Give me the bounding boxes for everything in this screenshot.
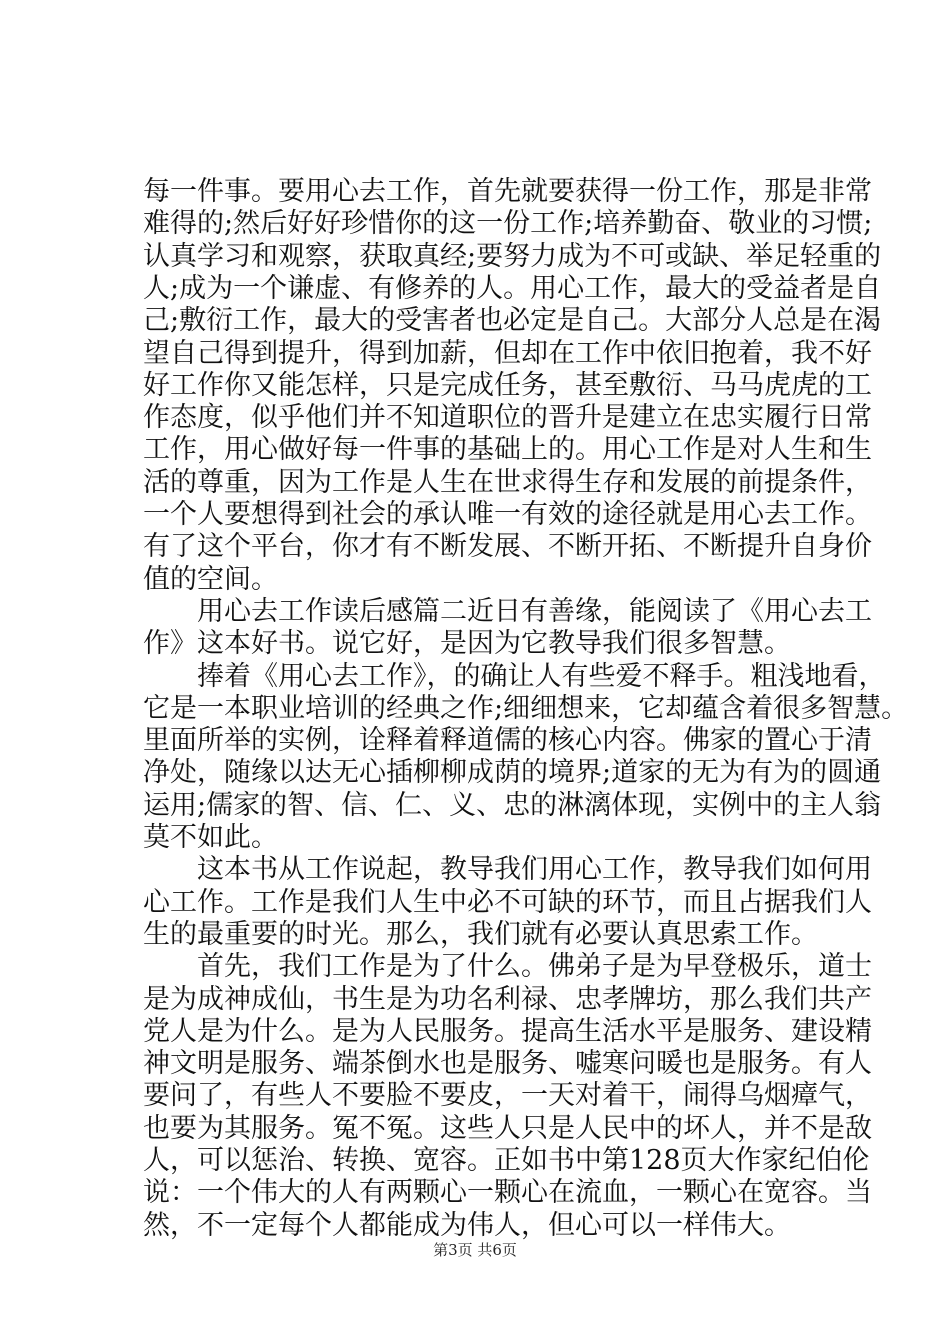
text-line: 人;成为一个谦虚、有修养的人。用心工作，最大的受益者是自 <box>143 272 882 304</box>
text-line: 一个人要想得到社会的承认唯一有效的途径就是用心去工作。 <box>143 499 872 530</box>
text-line: 首先，我们工作是为了什么。佛弟子是为早登极乐，道士 <box>143 951 872 983</box>
text-line: 也要为其服务。冤不冤。这些人只是人民中的坏人，并不是敌 <box>143 1112 872 1144</box>
text-line: 作》这本好书。说它好，是因为它教导我们很多智慧。 <box>143 628 791 660</box>
text-line: 望自己得到提升，得到加薪，但却在工作中依旧抱着，我不好 <box>143 337 872 369</box>
text-line: 要问了，有些人不要脸不要皮，一天对着干，闹得乌烟瘴气， <box>143 1080 872 1112</box>
text-line: 莫不如此。 <box>143 822 278 853</box>
text-line: 净处，随缘以达无心插柳柳成荫的境界;道家的无为有为的圆通 <box>143 757 882 789</box>
text-line: 说：一个伟大的人有两颗心一颗心在流血，一颗心在宽容。当 <box>143 1177 872 1209</box>
text-line: 捧着《用心去工作》，的确让人有些爱不释手。粗浅地看， <box>143 660 886 692</box>
text-line: 每一件事。要用心去工作，首先就要获得一份工作，那是非常 <box>143 176 872 207</box>
text-line: 作态度，似乎他们并不知道职位的晋升是建立在忠实履行日常 <box>143 402 872 434</box>
text-line: 值的空间。 <box>143 563 278 595</box>
text-line: 里面所举的实例，诠释着释道儒的核心内容。佛家的置心于清 <box>143 725 872 757</box>
page-number-footer: 第3页 共6页 <box>433 1241 517 1259</box>
text-line: 心工作。工作是我们人生中必不可缺的环节，而且占据我们人 <box>143 886 872 918</box>
text-line: 运用;儒家的智、信、仁、义、忠的淋漓体现，实例中的主人翁 <box>143 789 882 821</box>
text-line: 有了这个平台，你才有不断发展、不断开拓、不断提升自身价 <box>143 531 872 563</box>
text-line: 神文明是服务、端茶倒水也是服务、嘘寒问暖也是服务。有人 <box>143 1048 872 1080</box>
text-line: 这本书从工作说起，教导我们用心工作，教导我们如何用 <box>143 854 872 886</box>
text-line: 认真学习和观察，获取真经;要努力成为不可或缺、举足轻重的 <box>143 240 882 272</box>
text-line: 然，不一定每个人都能成为伟人，但心可以一样伟大。 <box>143 1209 791 1241</box>
text-line: 工作，用心做好每一件事的基础上的。用心工作是对人生和生 <box>143 434 872 466</box>
text-line: 己;敷衍工作，最大的受害者也必定是自己。大部分人总是在渴 <box>143 305 882 337</box>
text-line: 是为成神成仙，书生是为功名利禄、忠孝牌坊，那么我们共产 <box>143 983 872 1015</box>
text-line: 人，可以惩治、转换、宽容。正如书中第128页大作家纪伯伦 <box>143 1145 870 1176</box>
text-line: 它是一本职业培训的经典之作;细细想来，它却蕴含着很多智慧。 <box>143 692 909 724</box>
text-line: 难得的;然后好好珍惜你的这一份工作;培养勤奋、敬业的习惯; <box>143 208 873 240</box>
text-line: 用心去工作读后感篇二近日有善缘，能阅读了《用心去工 <box>143 595 872 627</box>
text-line: 生的最重要的时光。那么，我们就有必要认真思索工作。 <box>143 918 818 950</box>
text-line: 党人是为什么。是为人民服务。提高生活水平是服务、建设精 <box>143 1015 872 1047</box>
text-line: 好工作你又能怎样，只是完成任务，甚至敷衍、马马虎虎的工 <box>143 369 872 401</box>
text-line: 活的尊重，因为工作是人生在世求得生存和发展的前提条件， <box>143 466 872 498</box>
